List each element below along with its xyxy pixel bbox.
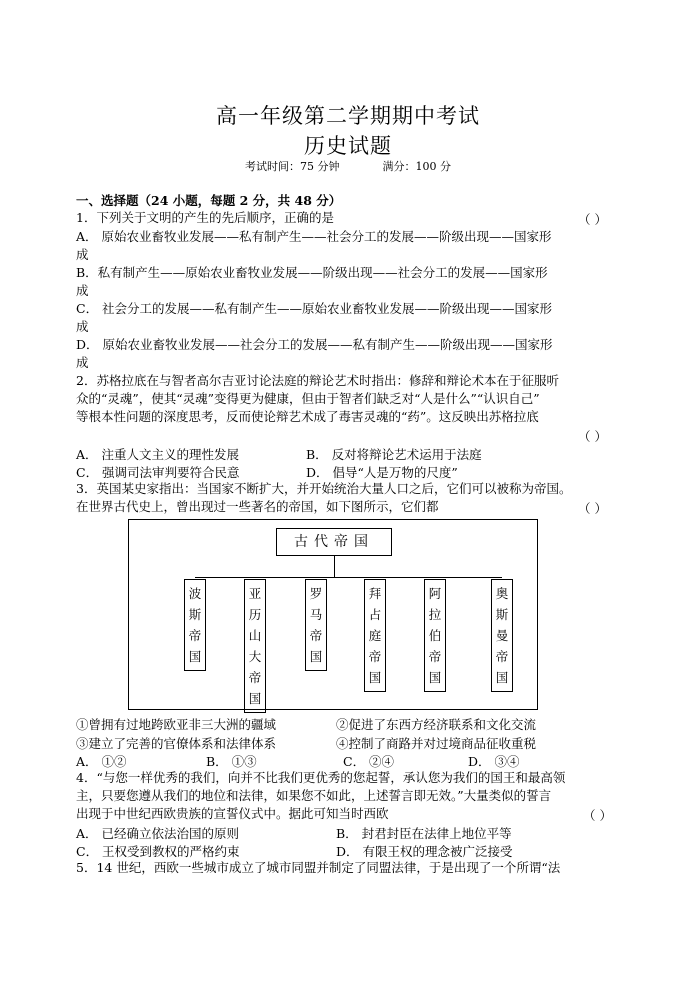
exam-meta (0, 158, 696, 174)
diagram-branch-line (195, 577, 502, 578)
empire-name-char: 帝 (309, 628, 323, 643)
q1-option-d-cont: 成 (76, 355, 89, 370)
q1-option-a-cont: 成 (76, 247, 89, 262)
empire-name-char: 斯 (188, 607, 202, 622)
q3-stem-1: 3．英国某史家指出：当国家不断扩大，并开始统治大量人口之后，它们可以被称为帝国。 (76, 481, 572, 496)
q2-option-d: D． 倡导“人是万物的尺度” (306, 465, 458, 480)
q4-option-a: A． 已经确立依法治国的原则 (76, 826, 240, 841)
empire-name-char: 伯 (428, 628, 442, 643)
q5-stem-1: 5．14 世纪，西欧一些城市成立了城市同盟并制定了同盟法律，于是出现了一个所谓“法 (76, 860, 561, 875)
q2-stem-3: 等根本性问题的深度思考，反而使论辩艺术成了毒害灵魂的“药”。这反映出苏格拉底 (76, 409, 539, 424)
q3-item-4: ④控制了商路并对过境商品征收重税 (336, 736, 537, 751)
empire-box (491, 579, 513, 692)
empire-name-char: 国 (428, 670, 442, 685)
q1-option-d: D． 原始农业畜牧业发展——社会分工的发展——私有制产生——阶级出现——国家形 (76, 337, 553, 352)
q3-item-3: ③建立了完善的官僚体系和法律体系 (76, 736, 277, 751)
empire-name-char: 帝 (428, 649, 442, 664)
q2-answer-paren: （ ） (578, 429, 607, 444)
empire-name-char: 阿 (428, 586, 442, 601)
section-heading: 一、选择题（24 小题，每题 2 分，共 48 分） (76, 193, 342, 208)
empire-box (305, 579, 327, 671)
empire-name-char: 斯 (495, 607, 509, 622)
empire-name-char: 波 (188, 586, 202, 601)
q2-option-a: A． 注重人文主义的理性发展 (76, 447, 240, 462)
empire-name-char: 大 (248, 649, 262, 664)
q3-stem-2: 在世界古代史上，曾出现过一些著名的帝国，如下图所示，它们都 (76, 499, 439, 514)
exam-title: 高一年级第二学期期中考试 (216, 104, 480, 128)
q4-option-d: D． 有限王权的理念被广泛接受 (336, 844, 513, 859)
empire-name-char: 拜 (368, 586, 382, 601)
q3-option-d: D． ③④ (468, 754, 520, 769)
empire-name-char: 国 (248, 691, 262, 706)
q3-item-1: ①曾拥有过地跨欧亚非三大洲的疆域 (76, 717, 277, 732)
empire-name-char: 帝 (248, 670, 262, 685)
q4-stem-1: 4．“与您一样优秀的我们，向并不比我们更优秀的您起誓，承认您为我们的国王和最高领 (76, 770, 566, 785)
q1-answer-paren: （ ） (578, 212, 607, 227)
q4-stem-3: 出现于中世纪西欧贵族的宣誓仪式中。据此可知当时西欧 (76, 806, 389, 821)
q1-option-a: A． 原始农业畜牧业发展——私有制产生——社会分工的发展——阶级出现——国家形 (76, 229, 552, 244)
full-score: 满分：100 分 (382, 160, 451, 173)
q3-item-2: ②促进了东西方经济联系和文化交流 (336, 717, 537, 732)
empire-box (244, 579, 266, 713)
q2-stem-1: 2．苏格拉底在与智者高尔吉亚讨论法庭的辩论艺术时指出：修辞和辩论术本在于征服听 (76, 373, 559, 388)
empire-name-char: 历 (248, 607, 262, 622)
q3-option-c: C． ②④ (343, 754, 395, 769)
q4-stem-2: 主，只要您遵从我们的地位和法律，如果您不如此，上述誓言即无效。”大量类似的誓言 (76, 788, 552, 803)
q1-option-c: C． 社会分工的发展——私有制产生——原始农业畜牧业发展——阶级出现——国家形 (76, 301, 553, 316)
empire-name-char: 帝 (188, 628, 202, 643)
empire-box (424, 579, 446, 692)
empire-name-char: 罗 (309, 586, 323, 601)
q2-option-c: C． 强调司法审判要符合民意 (76, 465, 240, 480)
q1-option-b-cont: 成 (76, 283, 89, 298)
empire-name-char: 奥 (495, 586, 509, 601)
empire-diagram (128, 519, 538, 710)
diagram-root-connector (334, 556, 335, 577)
empire-name-char: 国 (188, 649, 202, 664)
empire-name-char: 国 (309, 649, 323, 664)
q3-answer-paren: （ ） (578, 501, 607, 516)
q3-option-a: A． ①② (76, 754, 127, 769)
empire-box (364, 579, 386, 692)
empire-name-char: 山 (248, 628, 262, 643)
q1-option-c-cont: 成 (76, 319, 89, 334)
empire-name-char: 亚 (248, 586, 262, 601)
q2-stem-2: 众的“灵魂”，使其“灵魂”变得更为健康，但由于智者们缺乏对“人是什么”“认识自己” (76, 391, 540, 406)
empire-name-char: 占 (368, 607, 382, 622)
empire-name-char: 庭 (368, 628, 382, 643)
empire-box (184, 579, 206, 671)
empire-name-char: 马 (309, 607, 323, 622)
empire-name-char: 曼 (495, 628, 509, 643)
diagram-root-box: 古代帝国 (276, 528, 392, 556)
q3-option-b: B． ①③ (206, 754, 257, 769)
empire-name-char: 国 (368, 670, 382, 685)
exam-subject: 历史试题 (304, 134, 392, 158)
empire-name-char: 帝 (495, 649, 509, 664)
empire-name-char: 拉 (428, 607, 442, 622)
q1-stem: 1．下列关于文明的产生的先后顺序，正确的是 (76, 210, 334, 225)
empire-name-char: 国 (495, 670, 509, 685)
empire-name-char: 帝 (368, 649, 382, 664)
q4-option-b: B． 封君封臣在法律上地位平等 (336, 826, 512, 841)
exam-time: 考试时间：75 分钟 (245, 160, 340, 173)
q2-option-b: B． 反对将辩论艺术运用于法庭 (306, 447, 482, 462)
q1-option-b: B．私有制产生——原始农业畜牧业发展——阶级出现——社会分工的发展——国家形 (76, 265, 548, 280)
q4-option-c: C． 王权受到教权的严格约束 (76, 844, 240, 859)
q4-answer-paren: （ ） (583, 808, 612, 823)
